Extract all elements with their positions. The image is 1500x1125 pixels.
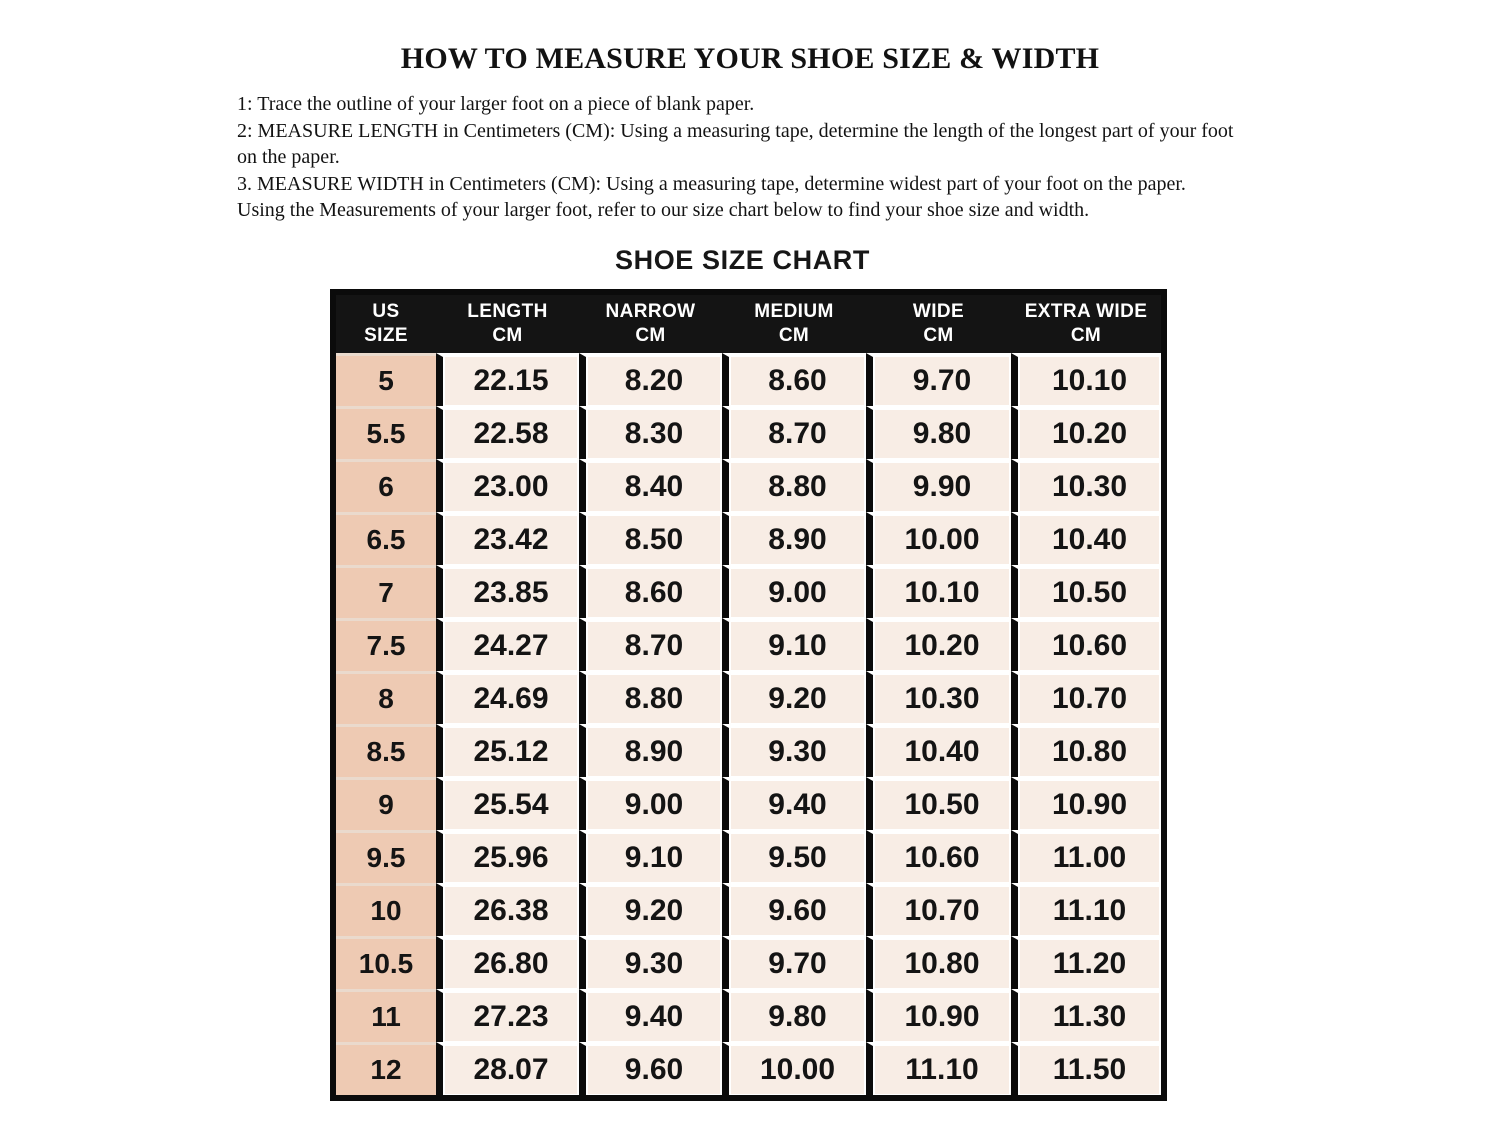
medium-value-cell: 9.70: [722, 936, 866, 989]
wide-value-cell: 9.80: [866, 406, 1011, 459]
us-size-cell: 11: [336, 989, 436, 1042]
size-table-row: [336, 671, 1161, 724]
medium-value-cell: 9.10: [722, 618, 866, 671]
us-size-cell: 6.5: [336, 512, 436, 565]
header-narrow-cm: [579, 295, 722, 353]
size-table-row: [336, 353, 1161, 406]
size-table-row: [336, 989, 1161, 1042]
chart-title: SHOE SIZE CHART: [614, 244, 871, 275]
medium-value-cell: 9.50: [722, 830, 866, 883]
header-extra-wide-cm: [1011, 295, 1161, 353]
medium-value-cell: 9.20: [722, 671, 866, 724]
header-wide-cm: [866, 295, 1011, 353]
header-us-size-line1: US: [372, 300, 400, 322]
narrow-value-cell: 9.40: [579, 989, 722, 1042]
size-table-row: [336, 777, 1161, 830]
us-size-cell: 7: [336, 565, 436, 618]
length-value-cell: 25.12: [436, 724, 579, 777]
us-size-cell: 9.5: [336, 830, 436, 883]
length-value-cell: 25.54: [436, 777, 579, 830]
header-length-line1: LENGTH: [467, 300, 548, 322]
wide-value-cell: 10.30: [866, 671, 1011, 724]
extra_wide-value-cell: 10.70: [1011, 671, 1161, 724]
narrow-value-cell: 8.90: [579, 724, 722, 777]
us-size-cell: 8: [336, 671, 436, 724]
header-medium-cm: [722, 295, 866, 353]
size-table-row: [336, 936, 1161, 989]
extra_wide-value-cell: 10.30: [1011, 459, 1161, 512]
header-us-size-line2: SIZE: [364, 324, 408, 346]
us-size-cell: 7.5: [336, 618, 436, 671]
narrow-value-cell: 8.20: [579, 353, 722, 406]
size-table-row: [336, 1042, 1161, 1095]
size-table-row: [336, 406, 1161, 459]
instruction-line-2: 2: MEASURE LENGTH in Centimeters (CM): Using a measuring tape, determine the length of the longest part of your foot: [237, 119, 1234, 142]
size-table-row: [336, 883, 1161, 936]
narrow-value-cell: 9.60: [579, 1042, 722, 1095]
medium-value-cell: 8.90: [722, 512, 866, 565]
header-extra-wide-line1: EXTRA WIDE: [1024, 300, 1148, 322]
header-us-size: [336, 295, 436, 353]
extra_wide-value-cell: 10.90: [1011, 777, 1161, 830]
measuring-instructions: [237, 91, 1237, 224]
length-value-cell: 26.38: [436, 883, 579, 936]
extra_wide-value-cell: 10.50: [1011, 565, 1161, 618]
instruction-line-3: 3. MEASURE WIDTH in Centimeters (CM): Using a measuring tape, determine widest part of your foot on the paper.: [237, 172, 1186, 195]
extra_wide-value-cell: 11.00: [1011, 830, 1161, 883]
wide-value-cell: 10.90: [866, 989, 1011, 1042]
extra_wide-value-cell: 10.60: [1011, 618, 1161, 671]
narrow-value-cell: 9.30: [579, 936, 722, 989]
wide-value-cell: 9.70: [866, 353, 1011, 406]
extra_wide-value-cell: 11.10: [1011, 883, 1161, 936]
narrow-value-cell: 8.60: [579, 565, 722, 618]
length-value-cell: 23.00: [436, 459, 579, 512]
narrow-value-cell: 8.40: [579, 459, 722, 512]
header-wide-line1: WIDE: [912, 300, 965, 322]
narrow-value-cell: 8.30: [579, 406, 722, 459]
extra_wide-value-cell: 10.10: [1011, 353, 1161, 406]
medium-value-cell: 9.00: [722, 565, 866, 618]
header-wide-line2: CM: [923, 324, 954, 346]
table-body: [336, 353, 1161, 1095]
size-table-row: [336, 830, 1161, 883]
header-medium-line2: CM: [778, 324, 810, 346]
us-size-cell: 10.5: [336, 936, 436, 989]
us-size-cell: 8.5: [336, 724, 436, 777]
wide-value-cell: 11.10: [866, 1042, 1011, 1095]
size-table-row: [336, 618, 1161, 671]
narrow-value-cell: 9.20: [579, 883, 722, 936]
wide-value-cell: 10.00: [866, 512, 1011, 565]
us-size-cell: 6: [336, 459, 436, 512]
size-table-row: [336, 724, 1161, 777]
length-value-cell: 22.15: [436, 353, 579, 406]
medium-value-cell: 8.80: [722, 459, 866, 512]
shoe-size-table: [330, 289, 1167, 1101]
wide-value-cell: 10.70: [866, 883, 1011, 936]
length-value-cell: 24.27: [436, 618, 579, 671]
header-medium-line1: MEDIUM: [754, 300, 834, 322]
wide-value-cell: 10.60: [866, 830, 1011, 883]
us-size-cell: 5: [336, 353, 436, 406]
size-table-row: [336, 459, 1161, 512]
medium-value-cell: 9.30: [722, 724, 866, 777]
extra_wide-value-cell: 10.40: [1011, 512, 1161, 565]
page-title: HOW TO MEASURE YOUR SHOE SIZE & WIDTH: [400, 42, 1100, 75]
extra_wide-value-cell: 11.20: [1011, 936, 1161, 989]
length-value-cell: 27.23: [436, 989, 579, 1042]
wide-value-cell: 10.40: [866, 724, 1011, 777]
size-table-row: [336, 512, 1161, 565]
length-value-cell: 22.58: [436, 406, 579, 459]
medium-value-cell: 9.60: [722, 883, 866, 936]
us-size-cell: 10: [336, 883, 436, 936]
narrow-value-cell: 8.70: [579, 618, 722, 671]
us-size-cell: 12: [336, 1042, 436, 1095]
medium-value-cell: 9.80: [722, 989, 866, 1042]
header-length-line2: CM: [492, 324, 523, 346]
header-narrow-line2: CM: [635, 324, 666, 346]
narrow-value-cell: 8.50: [579, 512, 722, 565]
size-table-row: [336, 565, 1161, 618]
length-value-cell: 25.96: [436, 830, 579, 883]
medium-value-cell: 8.70: [722, 406, 866, 459]
extra_wide-value-cell: 11.50: [1011, 1042, 1161, 1095]
extra_wide-value-cell: 10.20: [1011, 406, 1161, 459]
wide-value-cell: 10.50: [866, 777, 1011, 830]
narrow-value-cell: 8.80: [579, 671, 722, 724]
length-value-cell: 26.80: [436, 936, 579, 989]
medium-value-cell: 9.40: [722, 777, 866, 830]
length-value-cell: 23.42: [436, 512, 579, 565]
medium-value-cell: 10.00: [722, 1042, 866, 1095]
wide-value-cell: 9.90: [866, 459, 1011, 512]
us-size-cell: 9: [336, 777, 436, 830]
wide-value-cell: 10.10: [866, 565, 1011, 618]
length-value-cell: 28.07: [436, 1042, 579, 1095]
table-header-row: [336, 295, 1161, 353]
instruction-line-2-cont: on the paper.: [237, 146, 340, 168]
narrow-value-cell: 9.00: [579, 777, 722, 830]
length-value-cell: 24.69: [436, 671, 579, 724]
extra_wide-value-cell: 10.80: [1011, 724, 1161, 777]
wide-value-cell: 10.20: [866, 618, 1011, 671]
us-size-cell: 5.5: [336, 406, 436, 459]
header-extra-wide-line2: CM: [1070, 324, 1102, 346]
header-narrow-line1: NARROW: [605, 300, 696, 322]
header-length-cm: [436, 295, 579, 353]
instruction-line-4: Using the Measurements of your larger foot, refer to our size chart below to find your shoe size and width.: [237, 199, 1090, 221]
instruction-line-1: 1: Trace the outline of your larger foot on a piece of blank paper.: [237, 93, 755, 115]
medium-value-cell: 8.60: [722, 353, 866, 406]
length-value-cell: 23.85: [436, 565, 579, 618]
wide-value-cell: 10.80: [866, 936, 1011, 989]
narrow-value-cell: 9.10: [579, 830, 722, 883]
extra_wide-value-cell: 11.30: [1011, 989, 1161, 1042]
